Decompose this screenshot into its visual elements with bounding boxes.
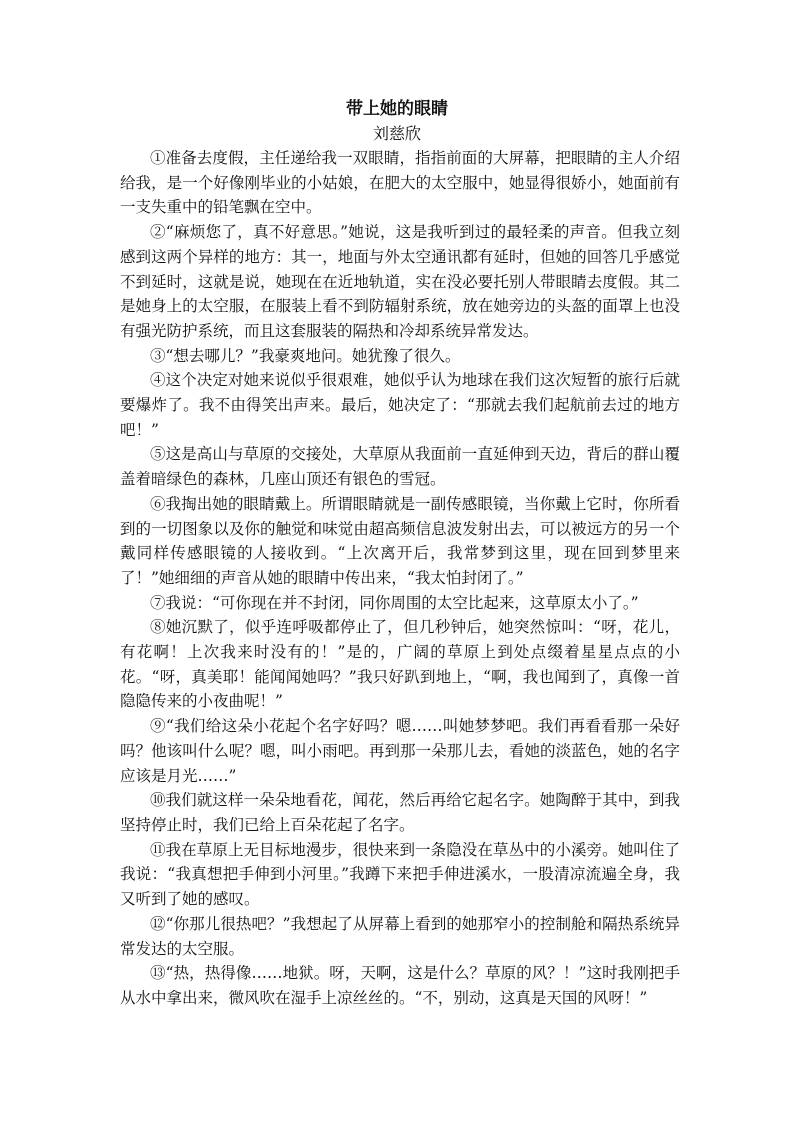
paragraph-5: ⑤这是高山与草原的交接处，大草原从我面前一直延伸到天边，背后的群山覆盖着暗绿色的森林，几座山顶还有银色的雪冠。	[120, 445, 680, 489]
paragraph-8: ⑧她沉默了，似乎连呼吸都停止了，但几秒钟后，她突然惊叫：“呀，花儿，有花啊！上次我来时没有的！”是的，广阔的草原上到处点缀着星星点点的小花。“呀，真美耶！能闻闻她吗？”我只好趴到地上，“啊，我也闻到了，真像一首隐隐传来的小夜曲呢！”	[120, 618, 680, 711]
paragraph-2: ②“麻烦您了，真不好意思。”她说，这是我听到过的最轻柔的声音。但我立刻感到这两个异样的地方：其一，地面与外太空通讯都有延时，但她的回答几乎感觉不到延时，这就是说，她现在在近地轨道，实在没必要托别人带眼睛去度假。其二是她身上的太空服，在服装上看不到防辐射系统，放在她旁边的头盔的面罩上也没有强光防护系统，而且这套服装的隔热和冷却系统异常发达。	[120, 223, 680, 340]
paragraph-4: ④这个决定对她来说似乎很艰难，她似乎认为地球在我们这次短暂的旅行后就要爆炸了。我不由得笑出声来。最后，她决定了：“那就去我们起航前去过的地方吧！”	[120, 371, 680, 439]
paragraph-12: ⑫“你那儿很热吧？”我想起了从屏幕上看到的她那窄小的控制舱和隔热系统异常发达的太空服。	[120, 914, 680, 958]
paragraph-13: ⑬“热，热得像……地狱。呀，天啊，这是什么？草原的风？！”这时我刚把手从水中拿出来，微风吹在湿手上凉丝丝的。“不，别动，这真是天国的风呀！”	[120, 964, 680, 1007]
paragraph-7: ⑦我说：“可你现在并不封闭，同你周围的太空比起来，这草原太小了。”	[150, 593, 639, 612]
paragraph-9: ⑨“我们给这朵小花起个名字好吗？嗯……叫她梦梦吧。我们再看看那一朵好吗？他该叫什么呢？嗯，叫小雨吧。再到那一朵那儿去，看她的淡蓝色，她的名字应该是月光……”	[120, 717, 680, 785]
paragraph-6: ⑥我掏出她的眼睛戴上。所谓眼睛就是一副传感眼镜，当你戴上它时，你所看到的一切图象以及你的触觉和味觉由超高频信息波发射出去，可以被远方的另一个戴同样传感眼镜的人接收到。“上次离开后，我常梦到这里，现在回到梦里来了！”她细细的声音从她的眼睛中传出来，“我太怕封闭了。”	[120, 494, 680, 587]
article-body	[120, 146, 680, 1011]
paragraph-11: ⑪我在草原上无目标地漫步，很快来到一条隐没在草丛中的小溪旁。她叫住了我说：“我真想把手伸到小河里。”我蹲下来把手伸进溪水，一股清凉流遍全身，我又听到了她的感叹。	[120, 840, 680, 909]
paragraph-10: ⑩我们就这样一朵朵地看花，闻花，然后再给它起名字。她陶醉于其中，到我坚持停止时，我们已给上百朵花起了名字。	[120, 791, 680, 834]
paragraph-1: ①准备去度假，主任递给我一双眼睛，指指前面的大屏幕，把眼睛的主人介绍给我，是一个好像刚毕业的小姑娘，在肥大的太空服中，她显得很娇小，她面前有一支失重中的铅笔飘在空中。	[120, 149, 680, 217]
article-title: 带上她的眼睛	[346, 99, 448, 119]
paragraph-3: ③“想去哪儿？”我豪爽地问。她犹豫了很久。	[150, 346, 461, 365]
article-author: 刘慈欣	[372, 124, 421, 143]
